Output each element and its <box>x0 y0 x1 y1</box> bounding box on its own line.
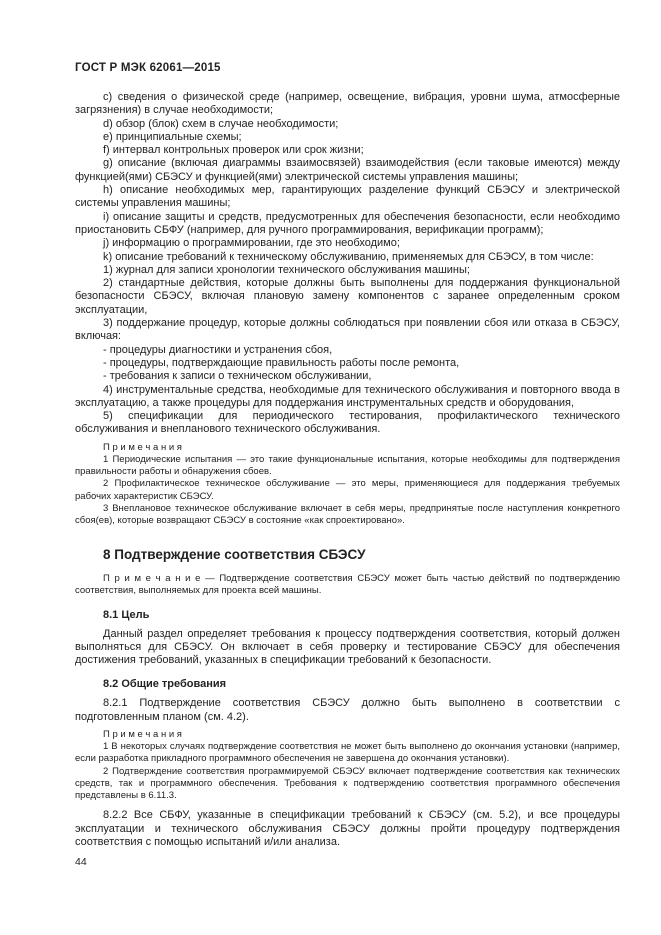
sub-item-4: 4) инструментальные средства, необходимые для технического обслуживания и повторного ввода в эксплуатацию, а также процедуры для поддержания инструментальных средств и оборудования, <box>75 383 620 409</box>
section-8-2-heading: 8.2 Общие требования <box>103 678 227 691</box>
section-8-1-paragraph: Данный раздел определяет требования к процессу подтверждения соответствия, который должен выполняться для СБЭСУ. Он включает в себя проверку и тестирование СБЭСУ для обеспечения достижения требований, указанных в спецификации требований к безопасности. <box>75 627 620 667</box>
sub-item-1: 1) журнал для записи хронологии технического обслуживания машины; <box>103 263 470 276</box>
list-item-e: e) принципиальные схемы; <box>103 130 242 143</box>
page-number: 44 <box>75 856 87 869</box>
clause-8-2-2-paragraph: 8.2.2 Все СБФУ, указанные в спецификации требований к СБЭСУ (см. 5.2), и все процедуры эксплуатации и технического обслуживания СБЭСУ должны пройти процедуру подтверждения соответствия с помощью испытаний и/или анализа. <box>75 809 620 848</box>
list-item-h: h) описание необходимых мер, гарантирующих разделение функций СБЭСУ и электрической системы управления машины; <box>75 184 620 210</box>
note-1: 1 Периодические испытания — это такие функциональные испытания, которые необходимы для подтверждения правильности работы и обнаружения сбоев. <box>75 453 620 478</box>
sub-item-2: 2) стандартные действия, которые должны быть выполнены для поддержания функциональной безопасности СБЭСУ, включая плановую замену компонентов с заранее определенным сроком эксплуатации, <box>75 277 620 316</box>
note-8-2-1: 1 В некоторых случаях подтверждение соответствия не может быть выполнено до окончания установки (например, если разработка прикладного программного обеспечения не завершена до окончания установки). <box>75 741 620 765</box>
dash-item-1: - процедуры диагностики и устранения сбоя, <box>103 343 333 356</box>
section-8-note: П р и м е ч а н и е — Подтверждение соответствия СБЭСУ может быть частью действий по подтверждению соответствия, выполняемых для проекта всей машины. <box>75 573 620 597</box>
list-item-k: k) описание требований к техническому обслуживанию, применяемых для СБЭСУ, в том числе: <box>103 250 594 263</box>
section-8-1-heading: 8.1 Цель <box>103 608 150 621</box>
notes-label: П р и м е ч а н и я <box>103 441 182 453</box>
list-item-c: c) сведения о физической среде (например, освещение, вибрация, уровни шума, атмосферные загрязнения) в случае необходимости; <box>75 91 620 117</box>
list-item-d: d) обзор (блок) схем в случае необходимости; <box>103 117 339 130</box>
dash-item-3: - требования к записи о техническом обслуживании, <box>103 370 372 383</box>
list-item-f: f) интервал контрольных проверок или срок жизни; <box>103 144 364 157</box>
list-item-i: i) описание защиты и средств, предусмотренных для обеспечения безопасности, если необходимо приостановить СБФУ (например, для ручного программирования, верификации программ); <box>75 210 620 236</box>
notes-label-2: П р и м е ч а н и я <box>103 729 182 741</box>
note-8-2-2: 2 Подтверждение соответствия программируемой СБЭСУ включает подтверждение соответствия как технических средств, так и программного обеспечения. Требования к подтверждению соответствия программного обеспечения представлены в 6.11.3. <box>75 765 620 802</box>
sub-item-5: 5) спецификации для периодического тестирования, профилактического технического обслуживания и внепланового технического обслуживания. <box>75 410 620 436</box>
document-content <box>75 91 620 849</box>
note-3: 3 Внеплановое техническое обслуживание включает в себя меры, предпринятые после наступления конкретного сбоя(ев), которые возвращают СБЭСУ в состояние «как спроектировано». <box>75 502 620 526</box>
document-header: ГОСТ Р МЭК 62061—2015 <box>75 62 221 74</box>
section-8-heading: 8 Подтверждение соответствия СБЭСУ <box>103 547 366 563</box>
list-item-j: j) информацию о программировании, где это необходимо; <box>103 237 400 250</box>
note-2: 2 Профилактическое техническое обслуживание — это меры, применяющиеся для поддержания требуемых рабочих характеристик СБЭСУ. <box>75 478 620 502</box>
list-item-g: g) описание (включая диаграммы взаимосвязей) взаимодействия (если таковые имеются) между функцией(ями) СБЭСУ и функцией(ями) электрической системы управления машины; <box>75 157 620 183</box>
clause-8-2-1-paragraph: 8.2.1 Подтверждение соответствия СБЭСУ должно быть выполнено в соответствии с подготовленным планом (см. 4.2). <box>75 697 620 723</box>
sub-item-3: 3) поддержание процедур, которые должны соблюдаться при появлении сбоя или отказа в СБЭСУ, включая: <box>75 317 620 343</box>
dash-item-2: - процедуры, подтверждающие правильность работы после ремонта, <box>103 356 460 369</box>
